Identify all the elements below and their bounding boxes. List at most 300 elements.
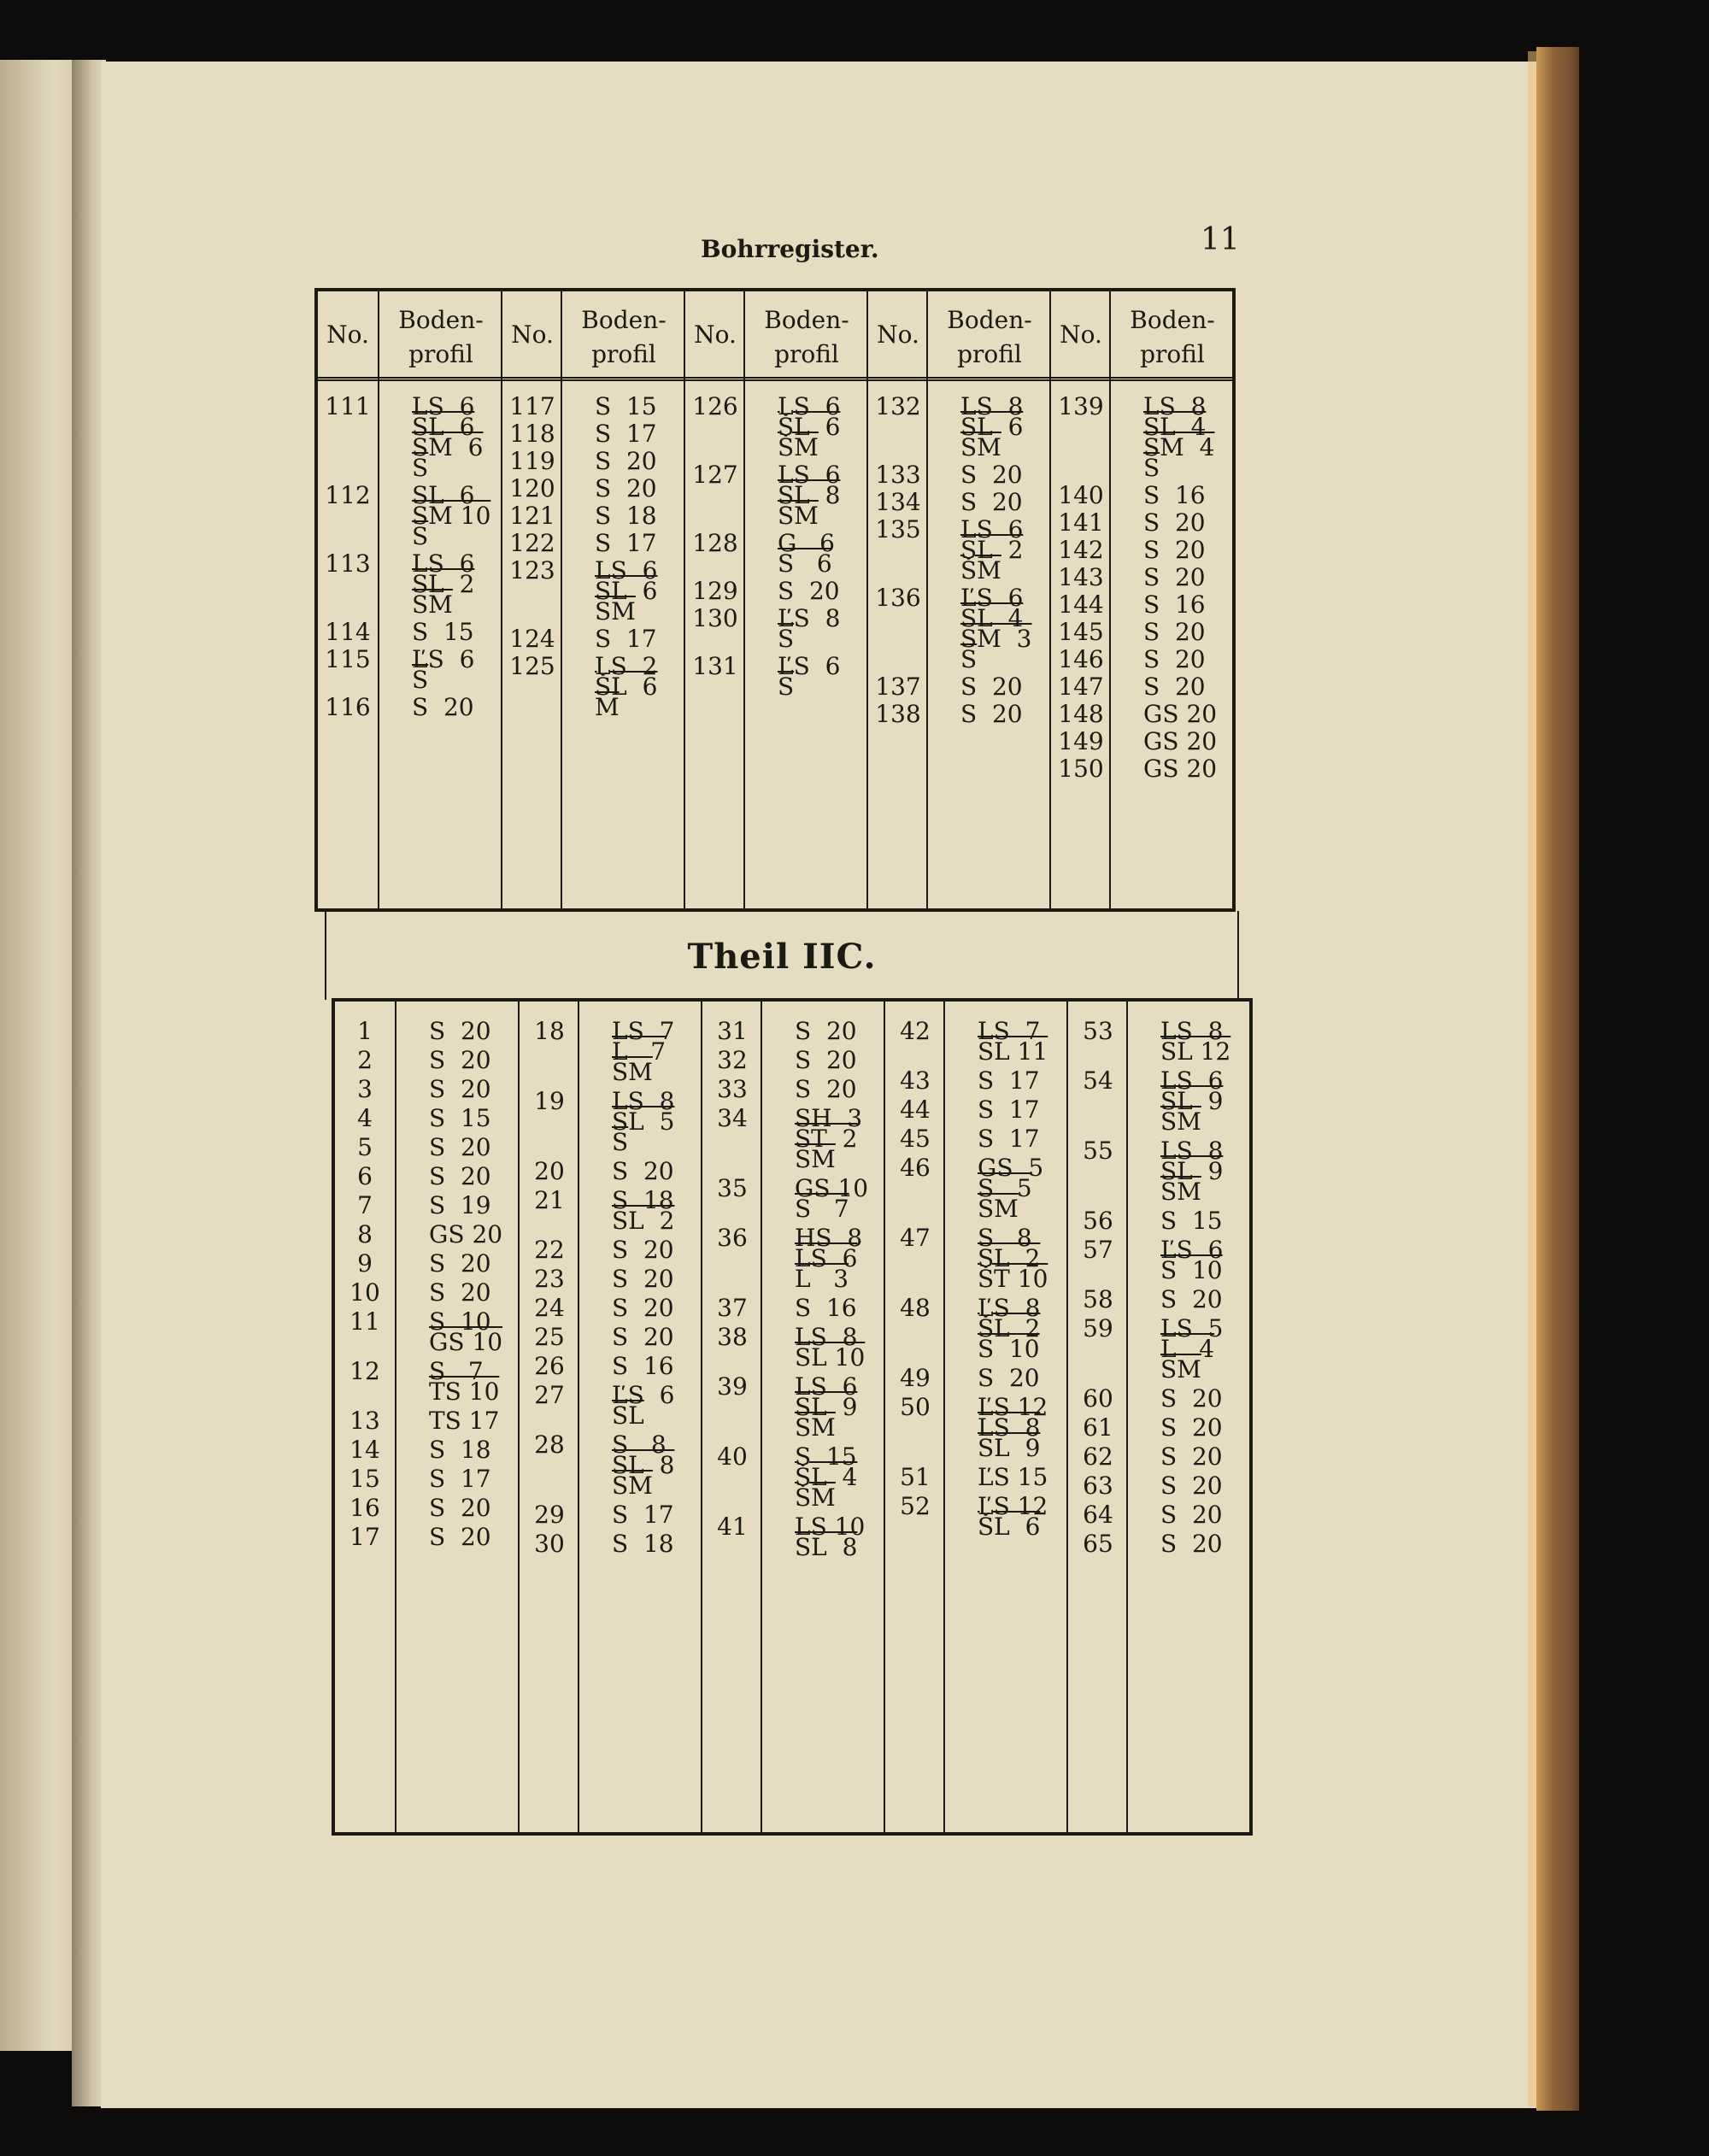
left-page-edge — [0, 60, 77, 2051]
entry-number: 32 — [717, 1046, 748, 1074]
entry-number: 123 — [509, 556, 555, 585]
column-bodenprofil — [378, 291, 502, 908]
profile-layer: S 15 — [595, 392, 657, 420]
entry-number: 138 — [875, 700, 921, 728]
profile-layer: LS 7 — [978, 1017, 1041, 1045]
profile-layer: S 8 — [612, 1430, 667, 1459]
entry-number: 44 — [900, 1096, 931, 1124]
profile-layer: $\overline{SM}$ — [1160, 1178, 1201, 1206]
profile-layer: $\overline{SM}$ — [960, 433, 1001, 461]
entry-number: 28 — [534, 1430, 565, 1459]
header-bodenprofil-line: profil — [591, 340, 656, 368]
entry-number: 62 — [1083, 1442, 1113, 1471]
profile-layer: S 20 — [429, 1075, 491, 1103]
entry-number: 4 — [357, 1104, 373, 1132]
entry-number: 111 — [325, 392, 371, 420]
column-no — [318, 291, 378, 908]
profile-layer: S 20 — [429, 1162, 491, 1190]
profile-layer: GS 10 — [795, 1174, 869, 1202]
entry-number: 3 — [357, 1075, 373, 1103]
column-bodenprofil — [926, 291, 1051, 908]
profile-layer: LS 8 — [1160, 1137, 1224, 1165]
header-no: No. — [511, 320, 554, 349]
entry-number: 51 — [900, 1463, 931, 1491]
entry-number: 142 — [1058, 536, 1104, 564]
profile-layer: ŠL 2 — [978, 1314, 1041, 1342]
entry-number: 140 — [1058, 481, 1104, 509]
column-no — [1066, 1002, 1128, 1832]
profile-layer: GS 20 — [1143, 755, 1218, 783]
profile-layer: GS 20 — [1143, 727, 1218, 755]
profile-layer: ĽS 6 — [960, 584, 1024, 612]
profile-layer: SL 4 — [1143, 413, 1207, 441]
profile-layer: SL 9 — [1160, 1087, 1224, 1115]
profile-layer: $\overline{ŠM}$ — [960, 556, 1001, 585]
profile-layer: ŠL 6 — [978, 1513, 1041, 1541]
profile-layer: S 20 — [1143, 508, 1206, 537]
entry-number: 126 — [692, 392, 738, 420]
profile-layer: S 20 — [1160, 1442, 1223, 1471]
column-no — [1049, 291, 1111, 908]
entry-number: 26 — [534, 1352, 565, 1380]
profile-layer: $\overline{S}$ — [412, 454, 429, 482]
profile-layer: S 20 — [960, 673, 1023, 701]
column-bodenprofil — [578, 1002, 702, 1832]
entry-number: 118 — [509, 420, 555, 448]
profile-layer: SL 6 — [595, 577, 658, 605]
entry-number: 42 — [900, 1017, 931, 1045]
profile-layer: ĽS 8 — [778, 604, 841, 632]
profile-layer: LS 8 — [978, 1413, 1041, 1442]
profile-layer: SL 2 — [412, 570, 475, 598]
entry-number: 113 — [325, 549, 371, 578]
header-bodenprofil — [1111, 303, 1234, 372]
profile-layer: ŠL 6 — [595, 673, 658, 701]
entry-number: 54 — [1083, 1066, 1113, 1095]
entry-number: 149 — [1058, 727, 1104, 755]
profile-layer: $\overline{SM}$ — [1160, 1355, 1201, 1383]
profile-layer: S 18 — [612, 1530, 674, 1558]
profile-layer: LS 7 — [612, 1017, 675, 1045]
entry-number: 27 — [534, 1381, 565, 1409]
entry-number: 13 — [349, 1407, 380, 1435]
profile-layer: S 18 — [612, 1186, 674, 1214]
profile-layer: S 20 — [960, 461, 1023, 489]
profile-layer: SL 6 — [412, 413, 475, 441]
profile-layer: SM 3 — [960, 625, 1032, 653]
profile-layer: ĽS 12 — [978, 1492, 1048, 1520]
profile-layer: S 20 — [612, 1265, 674, 1293]
profile-layer: S 7 — [429, 1357, 484, 1385]
profile-layer: LS 6 — [795, 1372, 858, 1401]
entry-number: 146 — [1058, 645, 1104, 673]
column-no — [701, 1002, 762, 1832]
profile-layer: $\overline{SM}$ — [978, 1195, 1019, 1223]
profile-layer: L 4 — [1160, 1335, 1215, 1363]
profile-layer: SM 4 — [1143, 433, 1215, 461]
entry-number: 20 — [534, 1157, 565, 1185]
profile-layer: S 16 — [612, 1352, 674, 1380]
profile-layer: $\overline{SM}$ — [412, 590, 453, 619]
entry-number: 17 — [349, 1523, 380, 1551]
entry-number: 135 — [875, 515, 921, 543]
entry-number: 7 — [357, 1191, 373, 1219]
entry-number: 143 — [1058, 563, 1104, 591]
entry-number: 127 — [692, 461, 738, 489]
entry-number: 60 — [1083, 1384, 1113, 1413]
profile-layer: ĽS 6 — [1160, 1236, 1224, 1264]
profile-layer: S 20 — [612, 1323, 674, 1351]
profile-layer: S 20 — [612, 1157, 674, 1185]
profile-layer: SL 12 — [1160, 1037, 1231, 1066]
header-no: No. — [877, 320, 919, 349]
entry-number: 45 — [900, 1125, 931, 1153]
entry-number: 52 — [900, 1492, 931, 1520]
entry-number: 43 — [900, 1066, 931, 1095]
profile-layer: S 19 — [429, 1191, 491, 1219]
profile-layer: S 17 — [429, 1465, 491, 1493]
header-no: No. — [1060, 320, 1102, 349]
profile-layer: $\overline{SM}$ — [595, 597, 636, 626]
profile-layer: LS 8 — [612, 1087, 675, 1115]
entry-number: 128 — [692, 529, 738, 557]
profile-layer: ŠL 4 — [795, 1463, 858, 1491]
entry-number: 30 — [534, 1530, 565, 1558]
profile-layer: HS 8 — [795, 1224, 863, 1252]
entry-number: 16 — [349, 1494, 380, 1522]
profile-layer: $\overline{SL}$ — [612, 1401, 644, 1430]
profile-layer: $\overline{ŠM}$ — [795, 1483, 836, 1512]
profile-layer: S 20 — [429, 1046, 491, 1074]
profile-layer: S 20 — [429, 1133, 491, 1161]
entry-number: 134 — [875, 488, 921, 516]
profile-layer: GS 10 — [429, 1328, 503, 1356]
profile-layer: S 20 — [1143, 673, 1206, 701]
entry-number: 133 — [875, 461, 921, 489]
entry-number: 147 — [1058, 673, 1104, 701]
profile-layer: ĽS 8 — [978, 1294, 1041, 1322]
entry-number: 137 — [875, 673, 921, 701]
profile-layer: SL 10 — [795, 1343, 866, 1372]
profile-layer: S 20 — [429, 1249, 491, 1278]
column-bodenprofil — [561, 291, 685, 908]
header-bodenprofil-line: Boden- — [947, 306, 1032, 334]
profile-layer: S 15 — [1160, 1207, 1223, 1235]
entry-number: 58 — [1083, 1285, 1113, 1313]
profile-layer: GS 20 — [1143, 700, 1218, 728]
profile-layer: S 20 — [595, 474, 657, 502]
entry-number: 136 — [875, 584, 921, 612]
profile-layer: $\overline{SM}$ — [795, 1145, 836, 1173]
profile-layer: GS 5 — [978, 1154, 1044, 1182]
entry-number: 41 — [717, 1513, 748, 1541]
column-bodenprofil — [395, 1002, 520, 1832]
profile-layer: S 7 — [795, 1195, 849, 1223]
profile-layer: SL 6 — [412, 481, 475, 509]
profile-layer: SH 3 — [795, 1104, 863, 1132]
entry-number: 39 — [717, 1372, 748, 1401]
entry-number: 65 — [1083, 1530, 1113, 1558]
header-bodenprofil — [928, 303, 1051, 372]
profile-layer: SL 8 — [795, 1533, 858, 1561]
profile-layer: L 3 — [795, 1265, 849, 1293]
entry-number: 46 — [900, 1154, 931, 1182]
entry-number: 116 — [325, 693, 371, 721]
entry-number: 131 — [692, 652, 738, 680]
profile-layer: $\overline{S}$ — [612, 1128, 629, 1156]
profile-layer: L 7 — [612, 1037, 667, 1066]
entry-number: 115 — [325, 645, 371, 673]
profile-layer: S 15 — [795, 1442, 857, 1471]
entry-number: 24 — [534, 1294, 565, 1322]
profile-layer: $\overline{ŠM}$ — [778, 433, 819, 461]
profile-layer: LS 10 — [795, 1513, 866, 1541]
profile-layer: LS 6 — [960, 515, 1024, 543]
profile-layer: LS 8 — [1160, 1017, 1224, 1045]
profile-layer: S 20 — [1160, 1285, 1223, 1313]
profile-layer: SM 10 — [412, 502, 491, 530]
entry-number: 129 — [692, 577, 738, 605]
column-no — [518, 1002, 579, 1832]
column-bodenprofil — [1109, 291, 1234, 908]
entry-number: 145 — [1058, 618, 1104, 646]
entry-number: 10 — [349, 1278, 380, 1307]
entry-number: 14 — [349, 1436, 380, 1464]
column-no — [501, 291, 562, 908]
profile-layer: TS 10 — [429, 1378, 500, 1406]
profile-layer: S 16 — [1143, 590, 1206, 619]
book-cover-edge — [1536, 47, 1579, 2111]
entry-number: 112 — [325, 481, 371, 509]
profile-layer: S 17 — [612, 1501, 674, 1529]
profile-layer: S 16 — [1143, 481, 1206, 509]
profile-layer: ŠT 10 — [978, 1265, 1048, 1293]
profile-layer: S 17 — [978, 1066, 1040, 1095]
header-bodenprofil-line: Boden- — [398, 306, 484, 334]
column-no — [684, 291, 745, 908]
profile-layer: $\overline{SM}$ — [1160, 1107, 1201, 1136]
profile-layer: S 18 — [429, 1436, 491, 1464]
profile-layer: LS 6 — [1160, 1066, 1224, 1095]
profile-layer: LS 2 — [595, 652, 658, 680]
profile-layer: S 16 — [795, 1294, 857, 1322]
profile-layer: ST 2 — [795, 1125, 858, 1153]
column-no — [335, 1002, 395, 1832]
entry-number: 23 — [534, 1265, 565, 1293]
profile-layer: S 8 — [978, 1224, 1032, 1252]
profile-layer: S 17 — [595, 529, 657, 557]
profile-layer: LS 6 — [412, 549, 475, 578]
header-bodenprofil-line: profil — [957, 340, 1022, 368]
entry-number: 121 — [509, 502, 555, 530]
profile-layer: S 20 — [1160, 1413, 1223, 1442]
entry-number: 124 — [509, 625, 555, 653]
profile-layer: SL 2 — [612, 1207, 675, 1235]
profile-layer: S 6 — [778, 549, 832, 578]
profile-layer: S 20 — [795, 1046, 857, 1074]
entry-number: 18 — [534, 1017, 565, 1045]
entry-number: 31 — [717, 1017, 748, 1045]
entry-number: 6 — [357, 1162, 373, 1190]
profile-layer: S 20 — [1143, 645, 1206, 673]
header-no: No. — [694, 320, 737, 349]
entry-number: 40 — [717, 1442, 748, 1471]
profile-layer: S 20 — [429, 1017, 491, 1045]
profile-layer: S 20 — [612, 1294, 674, 1322]
profile-layer: S 20 — [960, 700, 1023, 728]
entry-number: 61 — [1083, 1413, 1113, 1442]
profile-layer: SM 6 — [412, 433, 484, 461]
profile-layer: LS 6 — [778, 392, 841, 420]
profile-layer: S 20 — [960, 488, 1023, 516]
profile-layer: S 20 — [1160, 1472, 1223, 1500]
entry-number: 33 — [717, 1075, 748, 1103]
profile-layer: SL 4 — [960, 604, 1024, 632]
entry-number: 148 — [1058, 700, 1104, 728]
profile-layer: SL 5 — [612, 1107, 675, 1136]
profile-layer: $\overline{SM}$ — [778, 502, 819, 530]
header-bodenprofil-line: Boden- — [581, 306, 667, 334]
profile-layer: $\overline{S}$ — [412, 522, 429, 550]
profile-layer: SL 11 — [978, 1037, 1048, 1066]
profile-layer: S 17 — [595, 625, 657, 653]
profile-layer: LS 8 — [1143, 392, 1207, 420]
entry-number: 38 — [717, 1323, 748, 1351]
profile-layer: LS 8 — [960, 392, 1024, 420]
profile-layer: $\overline{S}$ — [778, 625, 795, 653]
entry-number: 36 — [717, 1224, 748, 1252]
profile-layer: LS 6 — [595, 556, 658, 585]
entry-number: 120 — [509, 474, 555, 502]
profile-layer: LS 6 — [412, 392, 475, 420]
section-band — [325, 911, 1239, 1000]
entry-number: 122 — [509, 529, 555, 557]
profile-layer: S 20 — [612, 1236, 674, 1264]
profile-layer: LS 6 — [795, 1244, 858, 1272]
profile-layer: S 20 — [1160, 1384, 1223, 1413]
profile-layer: $\overline{S}$ — [778, 673, 795, 701]
profile-layer: $\overline{SM}$ — [795, 1413, 836, 1442]
entry-number: 5 — [357, 1133, 373, 1161]
entry-number: 55 — [1083, 1137, 1113, 1165]
profile-layer: ĽS 6 — [778, 652, 841, 680]
profile-layer: S 20 — [795, 1075, 857, 1103]
column-no — [866, 291, 928, 908]
profile-layer: S 15 — [412, 618, 474, 646]
profile-layer: $\overline{S}$ — [960, 645, 978, 673]
entry-number: 53 — [1083, 1017, 1113, 1045]
header-bodenprofil — [379, 303, 502, 372]
entry-number: 56 — [1083, 1207, 1113, 1235]
profile-layer: SL 8 — [778, 481, 841, 509]
profile-layer: S 5 — [978, 1174, 1032, 1202]
entry-number: 63 — [1083, 1472, 1113, 1500]
column-no — [884, 1002, 945, 1832]
entry-number: 57 — [1083, 1236, 1113, 1264]
header-bodenprofil-line: profil — [774, 340, 839, 368]
bohrregister-table-part-2 — [332, 998, 1253, 1836]
profile-layer: SL 9 — [1160, 1157, 1224, 1185]
profile-layer: $\overline{S}$ — [412, 666, 429, 694]
profile-layer: S 18 — [595, 502, 657, 530]
profile-layer: S 15 — [429, 1104, 491, 1132]
entry-number: 141 — [1058, 508, 1104, 537]
section-title: Theil IIC. — [687, 937, 877, 977]
profile-layer: S 20 — [978, 1364, 1040, 1392]
profile-layer: G 6 — [778, 529, 835, 557]
header-no: No. — [326, 320, 369, 349]
profile-layer: S 20 — [1160, 1501, 1223, 1529]
profile-layer: TS 17 — [429, 1407, 500, 1435]
entry-number: 64 — [1083, 1501, 1113, 1529]
profile-layer: S 20 — [1143, 563, 1206, 591]
profile-layer: S 20 — [429, 1278, 491, 1307]
profile-layer: SL 6 — [960, 413, 1024, 441]
profile-layer: S 10 — [429, 1307, 491, 1336]
entry-number: 21 — [534, 1186, 565, 1214]
header-bodenprofil — [745, 303, 868, 372]
page-number: 11 — [1201, 222, 1240, 257]
profile-layer: S 20 — [1160, 1530, 1223, 1558]
profile-layer: ĽS 6 — [412, 645, 475, 673]
entry-number: 150 — [1058, 755, 1104, 783]
column-bodenprofil — [943, 1002, 1068, 1832]
profile-layer: S 20 — [412, 693, 474, 721]
header-bodenprofil-line: profil — [1140, 340, 1205, 368]
profile-layer: S 10 — [1160, 1256, 1223, 1284]
entry-number: 144 — [1058, 590, 1104, 619]
entry-number: 2 — [357, 1046, 373, 1074]
profile-layer: GS 20 — [429, 1220, 503, 1248]
profile-layer: SL 9 — [795, 1393, 858, 1421]
profile-layer: ĽS 6 — [612, 1381, 675, 1409]
profile-layer: S 17 — [595, 420, 657, 448]
entry-number: 50 — [900, 1393, 931, 1421]
profile-layer: LS 8 — [795, 1323, 858, 1351]
entry-number: 114 — [325, 618, 371, 646]
entry-number: 49 — [900, 1364, 931, 1392]
profile-layer: SL 2 — [960, 536, 1024, 564]
profile-layer: LS 5 — [1160, 1314, 1224, 1342]
profile-layer: S 17 — [978, 1096, 1040, 1124]
profile-layer: SL 2 — [978, 1244, 1041, 1272]
entry-number: 11 — [349, 1307, 380, 1336]
profile-layer: S 17 — [978, 1125, 1040, 1153]
running-head: Bohrregister. — [701, 235, 879, 263]
bohrregister-table-part-1 — [314, 288, 1236, 912]
entry-number: 37 — [717, 1294, 748, 1322]
profile-layer: S 10 — [978, 1335, 1040, 1363]
entry-number: 1 — [357, 1017, 373, 1045]
column-bodenprofil — [1126, 1002, 1251, 1832]
entry-number: 119 — [509, 447, 555, 475]
entry-number: 130 — [692, 604, 738, 632]
profile-layer: S 20 — [1143, 618, 1206, 646]
profile-layer: S 20 — [429, 1494, 491, 1522]
profile-layer: ĽS 12 — [978, 1393, 1048, 1421]
profile-layer: $\overline{S}$ — [1143, 454, 1160, 482]
entry-number: 15 — [349, 1465, 380, 1493]
entry-number: 132 — [875, 392, 921, 420]
profile-layer: $\overline{SM}$ — [612, 1058, 653, 1086]
profile-layer: S 20 — [595, 447, 657, 475]
entry-number: 48 — [900, 1294, 931, 1322]
header-bodenprofil-line: profil — [408, 340, 473, 368]
header-bodenprofil — [562, 303, 685, 372]
profile-layer: SL 9 — [978, 1434, 1041, 1462]
profile-layer: SL 8 — [612, 1451, 675, 1479]
entry-number: 22 — [534, 1236, 565, 1264]
